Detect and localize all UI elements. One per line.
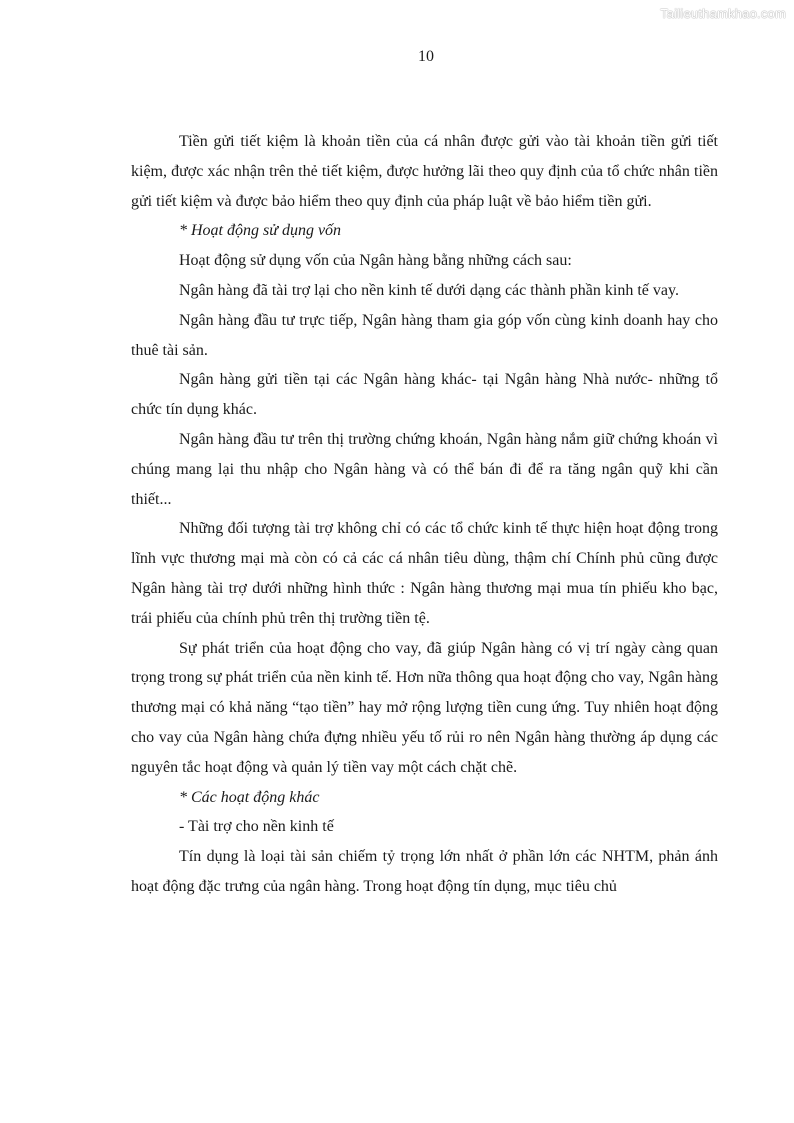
paragraph-capital-use-intro: Hoạt động sử dụng vốn của Ngân hàng bằng những cách sau: bbox=[179, 252, 572, 270]
list-item-economy-financing: - Tài trợ cho nền kinh tế bbox=[179, 818, 334, 836]
paragraph-credit: Tín dụng là loại tài sản chiếm tỷ trọng lớn nhất ở phần lớn các NHTM, phản ánh hoạt động đặc trưng của ngân hàng. Trong hoạt động tín dụng, mục tiêu chủ bbox=[131, 848, 718, 895]
document-body bbox=[131, 127, 718, 902]
paragraph-interbank-deposit: Ngân hàng gửi tiền tại các Ngân hàng khác- tại Ngân hàng Nhà nước- những tổ chức tín dụng khác. bbox=[131, 371, 718, 419]
paragraph-lending-development: Sự phát triển của hoạt động cho vay, đã giúp Ngân hàng có vị trí ngày càng quan trọng trong sự phát triển của nền kinh tế. Hơn nữa thông qua hoạt động cho vay, Ngân hàng thương mại có khả năng “tạo tiền” hay mở rộng lượng tiền cung ứng. Tuy nhiên hoạt động cho vay của Ngân hàng chứa đựng nhiều yếu tố rủi ro nên Ngân hàng thường áp dụng các nguyên tắc hoạt động và quản lý tiền vay một cách chặt chẽ. bbox=[131, 639, 718, 776]
paragraph-securities: Ngân hàng đầu tư trên thị trường chứng khoán, Ngân hàng nắm giữ chứng khoán vì chúng mang lại thu nhập cho Ngân hàng và có thể bán đi để ra tăng ngân quỹ khi cần thiết... bbox=[131, 430, 718, 508]
paragraph-direct-investment: Ngân hàng đầu tư trực tiếp, Ngân hàng tham gia góp vốn cùng kinh doanh hay cho thuê tài sản. bbox=[131, 311, 718, 359]
page-number: 10 bbox=[418, 48, 434, 65]
paragraph-financing-targets: Những đối tượng tài trợ không chỉ có các tổ chức kinh tế thực hiện hoạt động trong lĩnh vực thương mại mà còn có cả các cá nhân tiêu dùng, thậm chí Chính phủ cũng được Ngân hàng tài trợ dưới những hình thức : Ngân hàng thương mại mua tín phiếu kho bạc, trái phiếu của chính phủ trên thị trường tiền tệ. bbox=[131, 520, 718, 627]
watermark: Tailieuthamkhao.com bbox=[660, 6, 786, 21]
paragraph-refinancing: Ngân hàng đã tài trợ lại cho nền kinh tế dưới dạng các thành phần kinh tế vay. bbox=[179, 281, 679, 299]
subheading-other-activities: * Các hoạt động khác bbox=[179, 788, 320, 806]
paragraph-savings-deposit: Tiền gửi tiết kiệm là khoản tiền của cá nhân được gửi vào tài khoản tiền gửi tiết kiệm, được xác nhận trên thẻ tiết kiệm, được hưởng lãi theo quy định của tổ chức nhân tiền gửi tiết kiệm và được bảo hiểm theo quy định của pháp luật về bảo hiểm tiền gửi. bbox=[131, 133, 718, 210]
subheading-capital-use: * Hoạt động sử dụng vốn bbox=[179, 222, 342, 240]
